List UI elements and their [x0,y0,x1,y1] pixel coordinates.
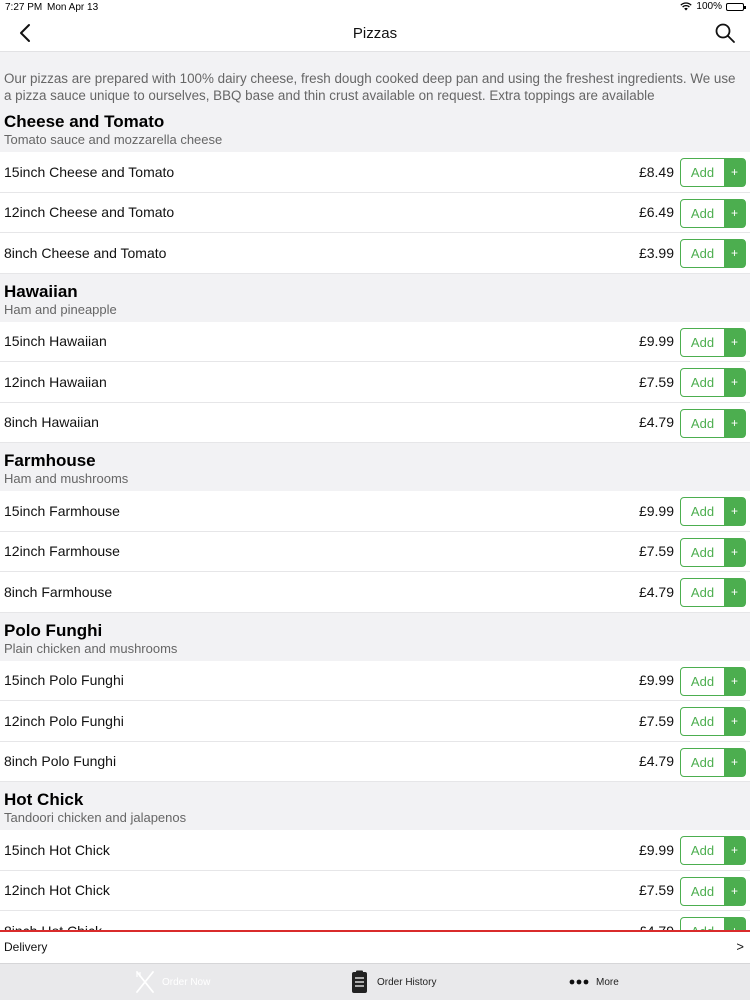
plus-icon: + [724,369,745,396]
add-button-label: Add [690,246,715,261]
fork-knife-icon [134,970,156,994]
menu-item-name: 12inch Hawaiian [4,373,107,390]
plus-icon: + [724,878,745,905]
category-header [0,443,750,491]
category-title: Cheese and Tomato [4,112,165,131]
plus-icon: + [724,749,745,776]
menu-content[interactable] [0,52,750,930]
tab-bar [0,963,750,1000]
menu-item-name: 8inch Cheese and Tomato [4,244,167,261]
menu-item-name: 15inch Hawaiian [4,333,107,350]
menu-item-row[interactable] [0,830,750,871]
add-button-label: Add [690,673,715,689]
menu-item-price: £7.59 [638,373,674,390]
plus-icon: + [724,579,745,606]
plus-icon: + [724,240,745,267]
add-to-cart-button[interactable] [680,748,746,777]
add-to-cart-button[interactable] [680,667,746,696]
tab-more-label: More [596,976,619,988]
receipt-icon [349,970,371,994]
battery-percent: 100% [696,1,722,12]
tab-order-history[interactable] [349,970,436,994]
add-to-cart-button[interactable] [680,497,746,526]
menu-item-row[interactable] [0,572,750,613]
menu-item-name: 15inch Cheese and Tomato [4,163,175,180]
add-button-label: Add [690,334,715,350]
category-title: Polo Funghi [4,620,103,640]
menu-item-row[interactable] [0,701,750,742]
menu-item-name: 15inch Polo Funghi [4,672,124,689]
add-button-label: Add [690,585,715,600]
menu-item-row[interactable] [0,532,750,573]
add-button-label: Add [690,205,715,221]
page-title: Pizzas [352,25,398,42]
menu-item-price: £8.49 [638,163,674,180]
menu-item-price: £6.49 [638,204,674,221]
menu-item-row[interactable] [0,362,750,403]
status-time: 7:27 PM [5,2,43,13]
menu-item-row[interactable] [0,193,750,234]
menu-item-name: 15inch Farmhouse [4,502,120,519]
category-header [0,613,750,661]
category-header [0,104,750,152]
plus-icon: + [724,410,745,437]
menu-item-price: £4.79 [638,414,674,431]
add-to-cart-button[interactable] [680,239,746,268]
category-description: Ham and pineapple [4,301,117,317]
delivery-label: Delivery [4,940,48,954]
add-to-cart-button[interactable] [680,877,746,906]
menu-item-row[interactable] [0,661,750,702]
chevron-right-icon: > [736,939,744,954]
category-description: Tandoori chicken and jalapenos [4,810,187,825]
status-right [680,1,744,12]
menu-item-row[interactable] [0,152,750,193]
add-to-cart-button[interactable] [680,538,746,567]
add-button-label: Add [690,883,715,899]
menu-item-price: £7.59 [638,543,674,560]
add-button-label: Add [690,754,715,770]
menu-item-price: £4.79 [638,583,674,600]
menu-item-price: £9.99 [638,672,674,689]
add-to-cart-button[interactable] [680,836,746,865]
category-title: Farmhouse [4,451,96,470]
add-to-cart-button[interactable] [680,707,746,736]
tab-order-now[interactable] [134,970,210,994]
menu-item-price: £9.99 [638,333,674,350]
tab-more[interactable] [568,970,619,994]
add-button-label: Add [690,415,715,431]
plus-icon: + [724,159,745,186]
add-to-cart-button[interactable] [680,368,746,397]
plus-icon: + [724,837,745,864]
menu-item-name: 8inch Polo Funghi [4,753,117,770]
menu-item-price: £3.99 [638,244,674,261]
tab-order-history-label: Order History [377,976,437,988]
battery-icon [726,3,744,11]
status-date: Mon Apr 13 [47,2,99,13]
menu-item-name: 12inch Farmhouse [4,543,120,560]
plus-icon: + [724,329,745,356]
menu-item-name: 12inch Cheese and Tomato [4,204,175,221]
menu-item-name: 8inch Farmhouse [4,583,113,600]
add-button-label: Add [690,165,715,180]
add-to-cart-button[interactable] [680,578,746,607]
menu-item-name: 12inch Polo Funghi [4,712,124,729]
add-button-label: Add [690,375,715,390]
menu-item-name: 8inch Hawaiian [4,414,99,431]
add-to-cart-button[interactable] [680,328,746,357]
add-button-label: Add [690,504,715,519]
plus-icon: + [724,200,745,227]
delivery-bar[interactable] [0,930,750,963]
add-button-label: Add [690,544,715,560]
category-list [0,104,750,952]
menu-item-row[interactable] [0,322,750,363]
menu-item-row[interactable] [0,403,750,444]
menu-item-price: £7.59 [638,882,674,899]
category-title: Hawaiian [4,281,78,301]
add-to-cart-button[interactable] [680,158,746,187]
menu-item-row[interactable] [0,233,750,274]
add-button-label: Add [690,714,715,729]
tab-order-now-label: Order Now [162,976,211,988]
menu-item-row[interactable] [0,871,750,912]
navigation-bar [0,14,750,52]
menu-item-price: £9.99 [638,841,674,858]
menu-item-price: £9.99 [638,502,674,519]
plus-icon: + [724,539,745,566]
category-title: Hot Chick [4,790,84,809]
more-dots-icon [568,970,590,994]
menu-item-price: £7.59 [638,712,674,729]
status-bar [0,0,750,14]
wifi-icon [680,2,692,11]
add-to-cart-button[interactable] [680,199,746,228]
menu-item-row[interactable] [0,742,750,783]
menu-item-name: 12inch Hot Chick [4,882,110,899]
menu-item-row[interactable] [0,491,750,532]
category-description: Ham and mushrooms [4,471,129,486]
category-description: Tomato sauce and mozzarella cheese [4,132,223,147]
add-to-cart-button[interactable] [680,409,746,438]
menu-item-name: 15inch Hot Chick [4,841,110,858]
plus-icon: + [724,708,745,735]
category-header [0,782,750,830]
category-description: Plain chicken and mushrooms [4,640,178,656]
menu-item-price: £4.79 [638,753,674,770]
search-icon[interactable] [714,22,736,44]
menu-intro: Our pizzas are prepared with 100% dairy cheese, fresh dough cooked deep pan and using the freshest ingredients. We use a pizza sauce unique to ourselves, BBQ base and thin crust available on request. Extra toppings are available [4,71,736,103]
plus-icon: + [724,668,745,695]
category-header [0,274,750,322]
add-button-label: Add [690,843,715,858]
plus-icon: + [724,498,745,525]
